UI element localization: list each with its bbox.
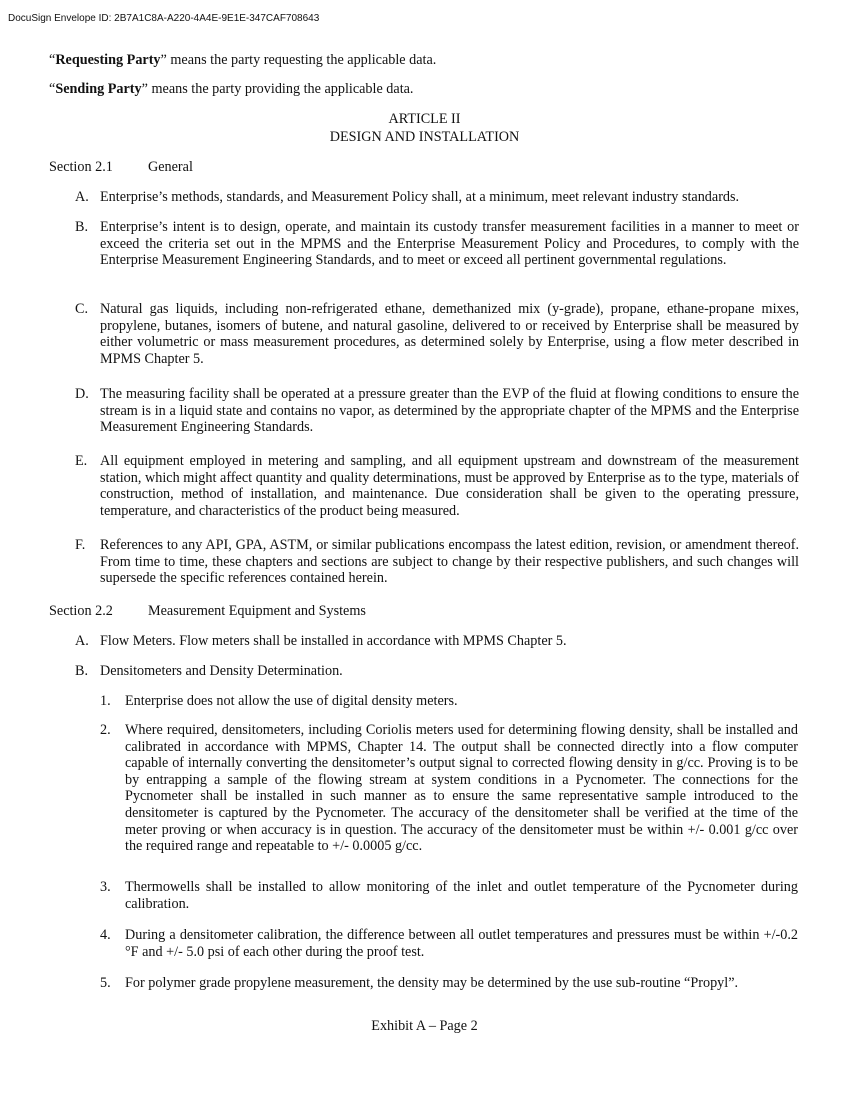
section-title: Measurement Equipment and Systems <box>148 603 366 619</box>
list-item <box>75 633 799 650</box>
item-text: Enterprise’s methods, standards, and Measurement Policy shall, at a minimum, meet relevant industry standards. <box>100 189 740 205</box>
article-number: ARTICLE II <box>388 111 461 127</box>
close-quote: ” <box>160 52 167 68</box>
item-label: 1. <box>100 693 111 709</box>
item-label: B. <box>75 663 89 679</box>
item-text: Densitometers and Density Determination. <box>100 663 343 679</box>
item-text: Enterprise’s intent is to design, operate, and maintain its custody transfer measurement facilities in a manner to meet or exceed the criteria set out in the MPMS and the Enterprise Measurement Policy and Procedures, to comply with the Enterprise Measurement Engineering Standards, and to meet or exceed all pertinent governmental regulations. <box>100 219 799 269</box>
item-label: D. <box>75 386 89 402</box>
open-quote: “ <box>49 52 56 68</box>
item-label: C. <box>75 301 89 317</box>
section-2-2-heading <box>49 603 366 620</box>
definition-requesting-party <box>49 52 436 69</box>
item-label: A. <box>75 633 89 649</box>
list-item <box>75 301 799 367</box>
item-text: Thermowells shall be installed to allow monitoring of the inlet and outlet temperature of the Pycnometer during calibration. <box>125 879 798 912</box>
item-text: For polymer grade propylene measurement, the density may be determined by the use sub-routine “Propyl”. <box>125 975 739 991</box>
list-item <box>75 386 799 436</box>
item-label: 4. <box>100 927 111 943</box>
item-text: The measuring facility shall be operated at a pressure greater than the EVP of the fluid at flowing conditions to ensure the stream is in a liquid state and contains no vapor, as determined by the appropriate chapter of the MPMS and the Enterprise Measurement Engineering Standards. <box>100 386 799 436</box>
item-label: B. <box>75 219 89 235</box>
item-label: 3. <box>100 879 111 895</box>
list-item <box>75 663 799 680</box>
page-footer: Exhibit A – Page 2 <box>371 1018 478 1035</box>
definition-text: means the party providing the applicable data. <box>147 81 414 97</box>
item-text: References to any API, GPA, ASTM, or similar publications encompass the latest edition, revision, or amendment thereof. From time to time, these chapters and sections are subject to change by their respective publishers, and such changes will supersede the specific references contained herein. <box>100 537 799 587</box>
definition-text: means the party requesting the applicable data. <box>166 52 437 68</box>
sub-list-item <box>100 722 798 855</box>
envelope-id: DocuSign Envelope ID: 2B7A1C8A-A220-4A4E-9E1E-347CAF708643 <box>8 13 320 24</box>
section-2-1-heading <box>49 159 193 176</box>
defined-term: Sending Party <box>55 81 142 97</box>
section-number: Section 2.1 <box>49 159 113 175</box>
item-label: F. <box>75 537 86 553</box>
item-text: All equipment employed in metering and sampling, and all equipment upstream and downstream of the measurement station, which might affect quantity and quality determinations, must be approved by Enterprise as to the type, materials of construction, method of installation, and maintenance. Due consideration shall be given to the operating pressure, temperature, and characteristics of the product being measured. <box>100 453 799 519</box>
item-label: 2. <box>100 722 111 738</box>
article-title: DESIGN AND INSTALLATION <box>329 129 520 145</box>
item-label: E. <box>75 453 88 469</box>
section-number: Section 2.2 <box>49 603 113 619</box>
list-item <box>75 189 799 206</box>
item-text: Enterprise does not allow the use of digital density meters. <box>125 693 458 709</box>
item-text: Natural gas liquids, including non-refrigerated ethane, demethanized mix (y-grade), propane, ethane-propane mixes, propylene, butanes, isomers of butene, and natural gasoline, delivered to or received by Enterprise shall be measured by either volumetric or mass measurement procedures, as determined solely by Enterprise, using a flow meter described in MPMS Chapter 5. <box>100 301 799 367</box>
list-item <box>75 453 799 519</box>
item-label: 5. <box>100 975 111 991</box>
close-quote: ” <box>141 81 148 97</box>
list-item <box>75 537 799 587</box>
sub-list-item <box>100 927 798 960</box>
item-label: A. <box>75 189 89 205</box>
sub-list-item <box>100 693 798 710</box>
definition-sending-party <box>49 81 413 98</box>
item-text: During a densitometer calibration, the difference between all outlet temperatures and pressures must be within +/-0.2 °F and +/- 5.0 psi of each other during the proof test. <box>125 927 798 960</box>
sub-list-item <box>100 975 798 992</box>
open-quote: “ <box>49 81 56 97</box>
sub-list-item <box>100 879 798 912</box>
item-text: Flow Meters. Flow meters shall be installed in accordance with MPMS Chapter 5. <box>100 633 567 649</box>
defined-term: Requesting Party <box>55 52 161 68</box>
list-item <box>75 219 799 269</box>
item-text: Where required, densitometers, including Coriolis meters used for determining flowing density, shall be installed and calibrated in accordance with MPMS, Chapter 14. The output shall be connected directly into a flow computer capable of internally converting the densitometer’s output signal to corrected flowing density in g/cc. Proving is to be by entrapping a sample of the flowing stream at system conditions in a Pycnometer. The connections for the Pycnometer shall be installed in such manner as to ensure the same representative sample introduced to the densitometer is captured by the Pycnometer. The accuracy of the densitometer shall be verified at the time of the meter proving or when accuracy is in question. The accuracy of the densitometer must be within +/- 0.001 g/cc over the required range and repeatable to +/- 0.0005 g/cc. <box>125 722 798 855</box>
section-title: General <box>148 159 193 175</box>
